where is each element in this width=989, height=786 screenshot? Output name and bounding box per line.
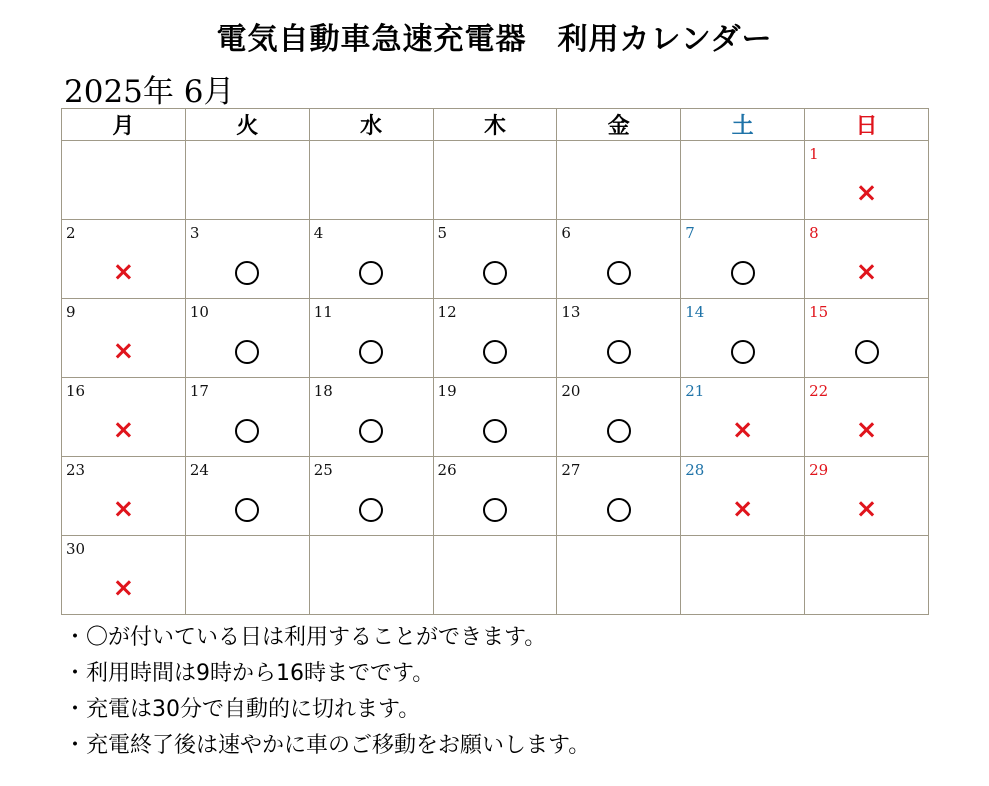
day-number: 23 [66, 461, 86, 479]
day-number: 20 [561, 382, 581, 400]
day-number: 13 [561, 303, 581, 321]
circle-mark-shape [607, 261, 631, 285]
day-number: 15 [809, 303, 829, 321]
available-circle-icon [434, 337, 557, 365]
calendar-day-cell [681, 536, 805, 615]
calendar-day-cell [185, 378, 309, 457]
calendar-day-cell [433, 378, 557, 457]
calendar-day-cell [557, 299, 681, 378]
day-number: 30 [66, 540, 86, 558]
calendar-day-cell [309, 299, 433, 378]
note-item: ・利用時間は9時から16時までです。 [64, 661, 435, 686]
calendar-day-cell [62, 457, 186, 536]
calendar-day-cell [185, 457, 309, 536]
calendar-day-cell [557, 378, 681, 457]
calendar-table [61, 108, 929, 615]
day-number: 6 [561, 224, 571, 242]
unavailable-cross-icon: × [112, 573, 135, 603]
calendar-day-cell [805, 457, 929, 536]
note-item: ・充電は30分で自動的に切れます。 [64, 697, 421, 722]
unavailable-cross-icon: × [112, 494, 135, 524]
unavailable-cross-icon: × [855, 257, 878, 287]
calendar-day-cell [557, 141, 681, 220]
calendar-day-cell [805, 536, 929, 615]
calendar-week-row [62, 457, 929, 536]
unavailable-cross-icon: × [855, 415, 878, 445]
day-number: 24 [189, 461, 209, 479]
calendar-day-cell [433, 299, 557, 378]
circle-mark-shape [483, 261, 507, 285]
calendar-day-cell [433, 536, 557, 615]
available-circle-icon [310, 416, 433, 444]
circle-mark-shape [235, 419, 259, 443]
day-number: 2 [66, 224, 76, 242]
circle-mark-shape [731, 261, 755, 285]
calendar-day-cell [62, 378, 186, 457]
day-number: 16 [66, 382, 86, 400]
circle-mark-shape [855, 340, 879, 364]
circle-mark-shape [483, 419, 507, 443]
unavailable-cross-icon: × [731, 494, 754, 524]
calendar-day-cell [309, 457, 433, 536]
available-circle-icon [186, 337, 309, 365]
unavailable-cross-icon: × [112, 415, 135, 445]
calendar-day-cell [62, 220, 186, 299]
available-circle-icon [310, 495, 433, 523]
day-number: 25 [313, 461, 333, 479]
calendar-day-cell [433, 220, 557, 299]
available-circle-icon [434, 258, 557, 286]
circle-mark-shape [483, 340, 507, 364]
available-circle-icon [310, 337, 433, 365]
calendar-day-cell [309, 536, 433, 615]
weekday-header-tue: 火 [185, 109, 309, 141]
calendar-day-cell [433, 457, 557, 536]
circle-mark-shape [607, 419, 631, 443]
circle-mark-shape [235, 340, 259, 364]
calendar-day-cell [185, 536, 309, 615]
day-number: 4 [313, 224, 324, 242]
day-number: 21 [685, 382, 705, 400]
day-number: 10 [189, 303, 209, 321]
day-number: 26 [437, 461, 457, 479]
unavailable-cross-icon: × [731, 415, 754, 445]
calendar-day-cell [309, 141, 433, 220]
unavailable-cross-icon: × [855, 178, 878, 208]
available-circle-icon [434, 495, 557, 523]
calendar-day-cell [557, 457, 681, 536]
day-number: 11 [313, 303, 333, 321]
available-circle-icon [557, 337, 680, 365]
weekday-header-thu: 木 [433, 109, 557, 141]
circle-mark-shape [483, 498, 507, 522]
day-number: 12 [437, 303, 457, 321]
note-item: ・〇が付いている日は利用することができます。 [64, 625, 547, 650]
calendar-day-cell [185, 220, 309, 299]
circle-mark-shape [607, 498, 631, 522]
circle-mark-shape [359, 419, 383, 443]
calendar-day-cell [805, 378, 929, 457]
day-number: 14 [685, 303, 705, 321]
weekday-header-fri: 金 [557, 109, 681, 141]
day-number: 5 [437, 224, 448, 242]
circle-mark-shape [235, 261, 259, 285]
day-number: 18 [313, 382, 333, 400]
weekday-header-row [62, 109, 929, 141]
calendar-day-cell [681, 220, 805, 299]
calendar-body [62, 141, 929, 615]
calendar-day-cell [185, 299, 309, 378]
available-circle-icon [186, 495, 309, 523]
calendar-day-cell [433, 141, 557, 220]
available-circle-icon [681, 337, 804, 365]
unavailable-cross-icon: × [112, 257, 135, 287]
calendar-day-cell [681, 141, 805, 220]
weekday-header-mon: 月 [62, 109, 186, 141]
calendar-day-cell [681, 457, 805, 536]
calendar-day-cell [557, 536, 681, 615]
calendar-week-row [62, 299, 929, 378]
day-number: 29 [809, 461, 829, 479]
calendar-day-cell [309, 378, 433, 457]
month-label: 2025年 6月 [64, 74, 235, 110]
weekday-header-wed: 水 [309, 109, 433, 141]
weekday-header-sat: 土 [681, 109, 805, 141]
circle-mark-shape [607, 340, 631, 364]
notes-list [64, 620, 590, 764]
day-number: 9 [66, 303, 76, 321]
circle-mark-shape [359, 340, 383, 364]
calendar-day-cell [805, 220, 929, 299]
calendar-day-cell [557, 220, 681, 299]
available-circle-icon [557, 495, 680, 523]
day-number: 28 [685, 461, 705, 479]
unavailable-cross-icon: × [855, 494, 878, 524]
calendar-day-cell [62, 536, 186, 615]
day-number: 8 [809, 224, 819, 242]
unavailable-cross-icon: × [112, 336, 135, 366]
calendar-week-row [62, 378, 929, 457]
calendar-day-cell [309, 220, 433, 299]
calendar-day-cell [681, 299, 805, 378]
available-circle-icon [805, 337, 928, 365]
circle-mark-shape [731, 340, 755, 364]
day-number: 19 [437, 382, 457, 400]
available-circle-icon [186, 416, 309, 444]
calendar-day-cell [681, 378, 805, 457]
circle-mark-shape [359, 261, 383, 285]
calendar-week-row [62, 536, 929, 615]
day-number: 27 [561, 461, 581, 479]
available-circle-icon [681, 258, 804, 286]
calendar-day-cell [805, 141, 929, 220]
calendar-day-cell [805, 299, 929, 378]
available-circle-icon [557, 258, 680, 286]
available-circle-icon [310, 258, 433, 286]
available-circle-icon [434, 416, 557, 444]
calendar-day-cell [62, 141, 186, 220]
calendar-week-row [62, 220, 929, 299]
calendar-week-row [62, 141, 929, 220]
circle-mark-shape [235, 498, 259, 522]
circle-mark-shape [359, 498, 383, 522]
day-number: 3 [189, 224, 200, 242]
calendar-day-cell [185, 141, 309, 220]
weekday-header-sun: 日 [805, 109, 929, 141]
note-item: ・充電終了後は速やかに車のご移動をお願いします。 [64, 733, 591, 758]
day-number: 7 [685, 224, 695, 242]
day-number: 17 [189, 382, 209, 400]
available-circle-icon [186, 258, 309, 286]
page-title: 電気自動車急速充電器 利用カレンダー [216, 22, 773, 57]
available-circle-icon [557, 416, 680, 444]
calendar-day-cell [62, 299, 186, 378]
day-number: 1 [809, 145, 819, 163]
day-number: 22 [809, 382, 829, 400]
